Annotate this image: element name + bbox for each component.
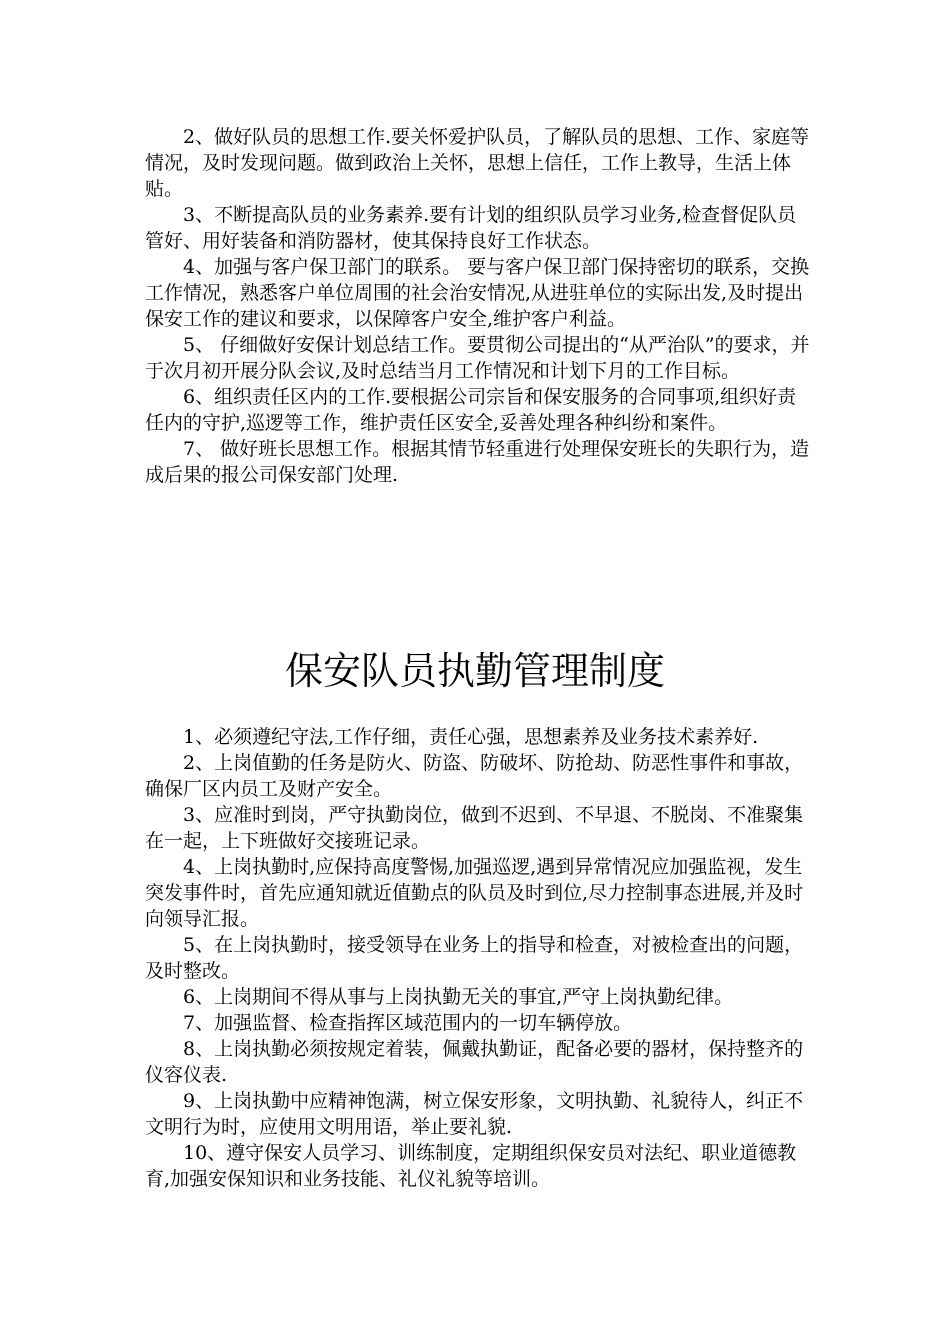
rule-item-4: 4、上岗执勤时,应保持高度警惕,加强巡逻,遇到异常情况应加强监视，发生突发事件时，首先应通知就近值勤点的队员及时到位,尽力控制事态进展,并及时向领导汇报。 <box>145 856 804 930</box>
rule-item-9: 9、上岗执勤中应精神饱满，树立保安形象，文明执勤、礼貌待人，纠正不文明行为时，应使用文明用语，举止要礼貌. <box>145 1090 804 1138</box>
paragraph-item-6: 6、组织责任区内的工作.要根据公司宗旨和保安服务的合同事项,组织好责任内的守护,巡逻等工作，维护责任区安全,妥善处理各种纠纷和案件。 <box>145 386 797 434</box>
paragraph-item-5: 5、 仔细做好安保计划总结工作。要贯彻公司提出的“从严治队”的要求，并于次月初开展分队会议,及时总结当月工作情况和计划下月的工作目标。 <box>145 334 810 382</box>
rule-item-2: 2、上岗值勤的任务是防火、防盗、防破坏、防抢劫、防恶性事件和事故，确保厂区内员工及财产安全。 <box>145 752 804 800</box>
paragraph-item-4: 4、加强与客户保卫部门的联系。 要与客户保卫部门保持密切的联系，交换工作情况，熟悉客户单位周围的社会治安情况,从进驻单位的实际出发,及时提出保安工作的建议和要求，以保障客户安全,维护客户利益。 <box>145 256 810 330</box>
rule-item-10: 10、遵守保安人员学习、训练制度，定期组织保安员对法纪、职业道德教育,加强安保知识和业务技能、礼仪礼貌等培训。 <box>145 1142 797 1190</box>
rule-item-6: 6、上岗期间不得从事与上岗执勤无关的事宜,严守上岗执勤纪律。 <box>183 986 734 1008</box>
duty-rules-section <box>145 724 815 1192</box>
rule-item-8: 8、上岗执勤必须按规定着装，佩戴执勤证，配备必要的器材，保持整齐的仪容仪表. <box>145 1038 804 1086</box>
paragraph-item-2: 2、做好队员的思想工作.要关怀爱护队员，了解队员的思想、工作、家庭等情况，及时发现问题。做到政治上关怀，思想上信任，工作上教导，生活上体贴。 <box>145 126 810 200</box>
rule-item-3: 3、应准时到岗，严守执勤岗位，做到不迟到、不早退、不脱岗、不准聚集在一起，上下班做好交接班记录。 <box>145 804 804 852</box>
paragraph-item-3: 3、不断提高队员的业务素养.要有计划的组织队员学习业务,检查督促队员管好、用好装备和消防器材，使其保持良好工作状态。 <box>145 204 797 252</box>
rule-item-5: 5、在上岗执勤时，接受领导在业务上的指导和检查，对被检查出的问题，及时整改。 <box>145 934 804 982</box>
responsibilities-section <box>145 124 815 488</box>
rule-item-1: 1、必须遵纪守法,工作仔细，责任心强，思想素养及业务技术素养好. <box>183 726 759 748</box>
rule-item-7: 7、加强监督、检查指挥区域范围内的一切车辆停放。 <box>183 1012 633 1034</box>
paragraph-item-7: 7、 做好班长思想工作。根据其情节轻重进行处理保安班长的失职行为，造成后果的报公司保安部门处理. <box>145 438 810 486</box>
document-title: 保安队员执勤管理制度 <box>284 649 665 693</box>
